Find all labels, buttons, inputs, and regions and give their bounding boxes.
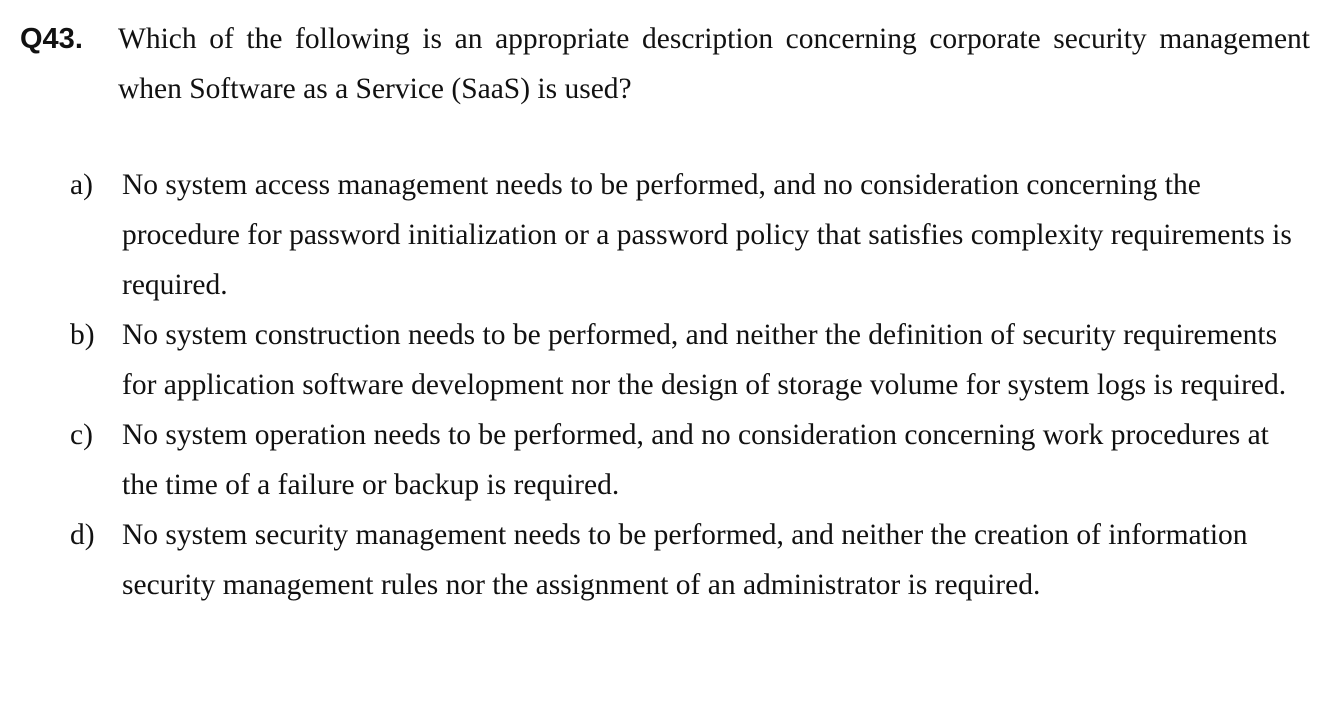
answer-options	[70, 160, 1310, 610]
option-d-letter: d)	[70, 519, 95, 551]
option-a-letter: a)	[70, 169, 93, 201]
option-b-text: No system construction needs to be performed, and neither the definition of security requirements for application software development nor the design of storage volume for system logs is required.	[122, 319, 1287, 401]
option-b	[70, 310, 1310, 410]
question-number: Q43.	[20, 23, 83, 55]
question-block	[20, 14, 1310, 114]
option-a-text: No system access management needs to be performed, and no consideration concerning the procedure for password initialization or a password policy that satisfies complexity requirements is required.	[122, 169, 1292, 301]
option-a	[70, 160, 1310, 310]
option-d-text: No system security management needs to be performed, and neither the creation of information security management rules nor the assignment of an administrator is required.	[122, 519, 1248, 601]
option-d	[70, 510, 1310, 610]
option-c	[70, 410, 1310, 510]
option-c-text: No system operation needs to be performed, and no consideration concerning work procedures at the time of a failure or backup is required.	[122, 419, 1269, 501]
option-b-letter: b)	[70, 319, 95, 351]
option-c-letter: c)	[70, 419, 93, 451]
question-text: Which of the following is an appropriate description concerning corporate security management when Software as a Service (SaaS) is used?	[118, 23, 1310, 105]
